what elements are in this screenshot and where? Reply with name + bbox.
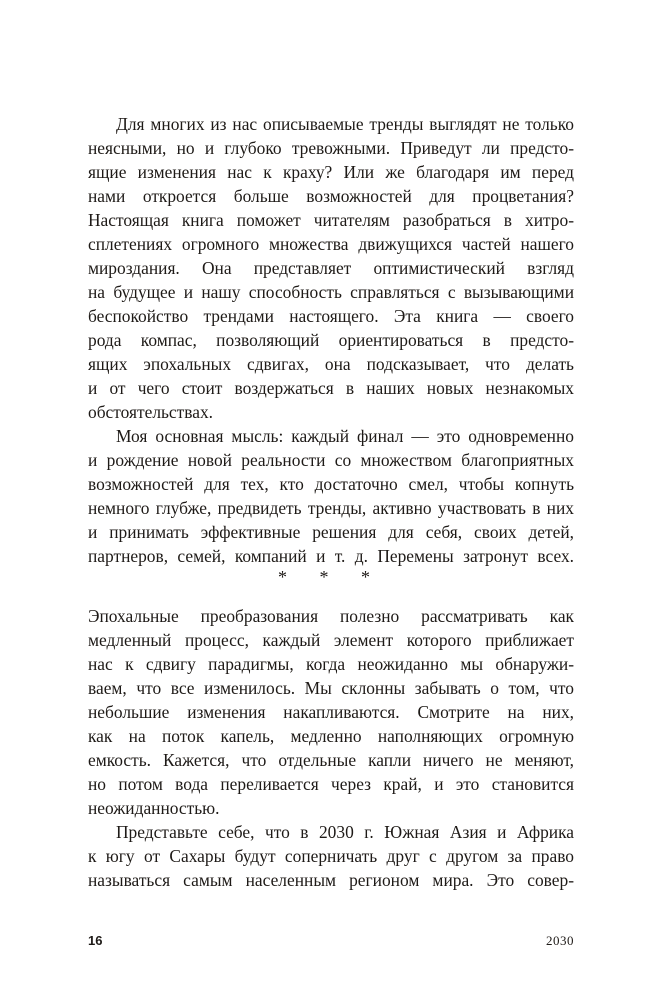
text-line: Представьте себе, что в 2030 г. Южная Азия и Африка (116, 822, 574, 842)
text-line: немного глубже, предвидеть тренды, активно участвовать в них (88, 498, 574, 518)
text-line: и принимать эффективные решения для себя, своих детей, (88, 522, 574, 542)
text-line: неясными, но и глубоко тревожными. Приведут ли предсто- (88, 138, 574, 158)
page-number: 16 (88, 933, 103, 948)
text-line: на будущее и нашу способность справляться с вызывающими (88, 282, 574, 302)
text-line: небольшие изменения накапливаются. Смотрите на них, (88, 702, 574, 722)
text-line: партнеров, семей, компаний и т. д. Перемены затронут всех. (88, 546, 574, 566)
text-line: и рождение новой реальности со множеством благоприятных (88, 450, 574, 470)
text-line: ящие изменения нас к краху? Или же благодаря им перед (88, 162, 574, 182)
text-line: емкость. Кажется, что отдельные капли ничего не меняют, (88, 750, 574, 770)
text-line: к югу от Сахары будут соперничать друг с другом за право (88, 846, 574, 866)
text-line: как на поток капель, медленно наполняющих огромную (88, 726, 574, 746)
text-line: сплетениях огромного множества движущихся частей нашего (88, 234, 574, 254)
running-title: 2030 (546, 933, 574, 948)
text-line: но потом вода переливается через край, и это становится (88, 774, 574, 794)
text-line: мироздания. Она представляет оптимистический взгляд (88, 258, 574, 278)
text-line: и от чего стоит воздержаться в наших новых незнакомых (88, 378, 574, 398)
text-line: ваем, что все изменилось. Мы склонны забывать о том, что (88, 678, 574, 698)
text-line: беспокойство трендами настоящего. Эта книга — своего (88, 306, 574, 326)
text-line: нами откроется больше возможностей для процветания? (88, 186, 574, 206)
section-separator: * * * (278, 567, 384, 587)
text-line: Для многих из нас описываемые тренды выглядят не только (116, 114, 574, 134)
text-line: медленный процесс, каждый элемент которого приближает (88, 630, 574, 650)
text-line: Эпохальные преобразования полезно рассматривать как (88, 606, 574, 626)
text-line: рода компас, позволяющий ориентироваться в предсто- (88, 330, 574, 350)
text-line: называться самым населенным регионом мира. Это совер- (88, 870, 574, 890)
text-line: нас к сдвигу парадигмы, когда неожиданно мы обнаружи- (88, 654, 574, 674)
text-line: неожиданностью. (88, 798, 220, 818)
text-line: Моя основная мысль: каждый финал — это одновременно (116, 426, 574, 446)
text-line: обстоятельствах. (88, 402, 213, 422)
text-line: ящих эпохальных сдвигах, она подсказывает, что делать (88, 354, 574, 374)
text-line: Настоящая книга поможет читателям разобраться в хитро- (88, 210, 574, 230)
text-line: возможностей для тех, кто достаточно смел, чтобы копнуть (88, 474, 574, 494)
